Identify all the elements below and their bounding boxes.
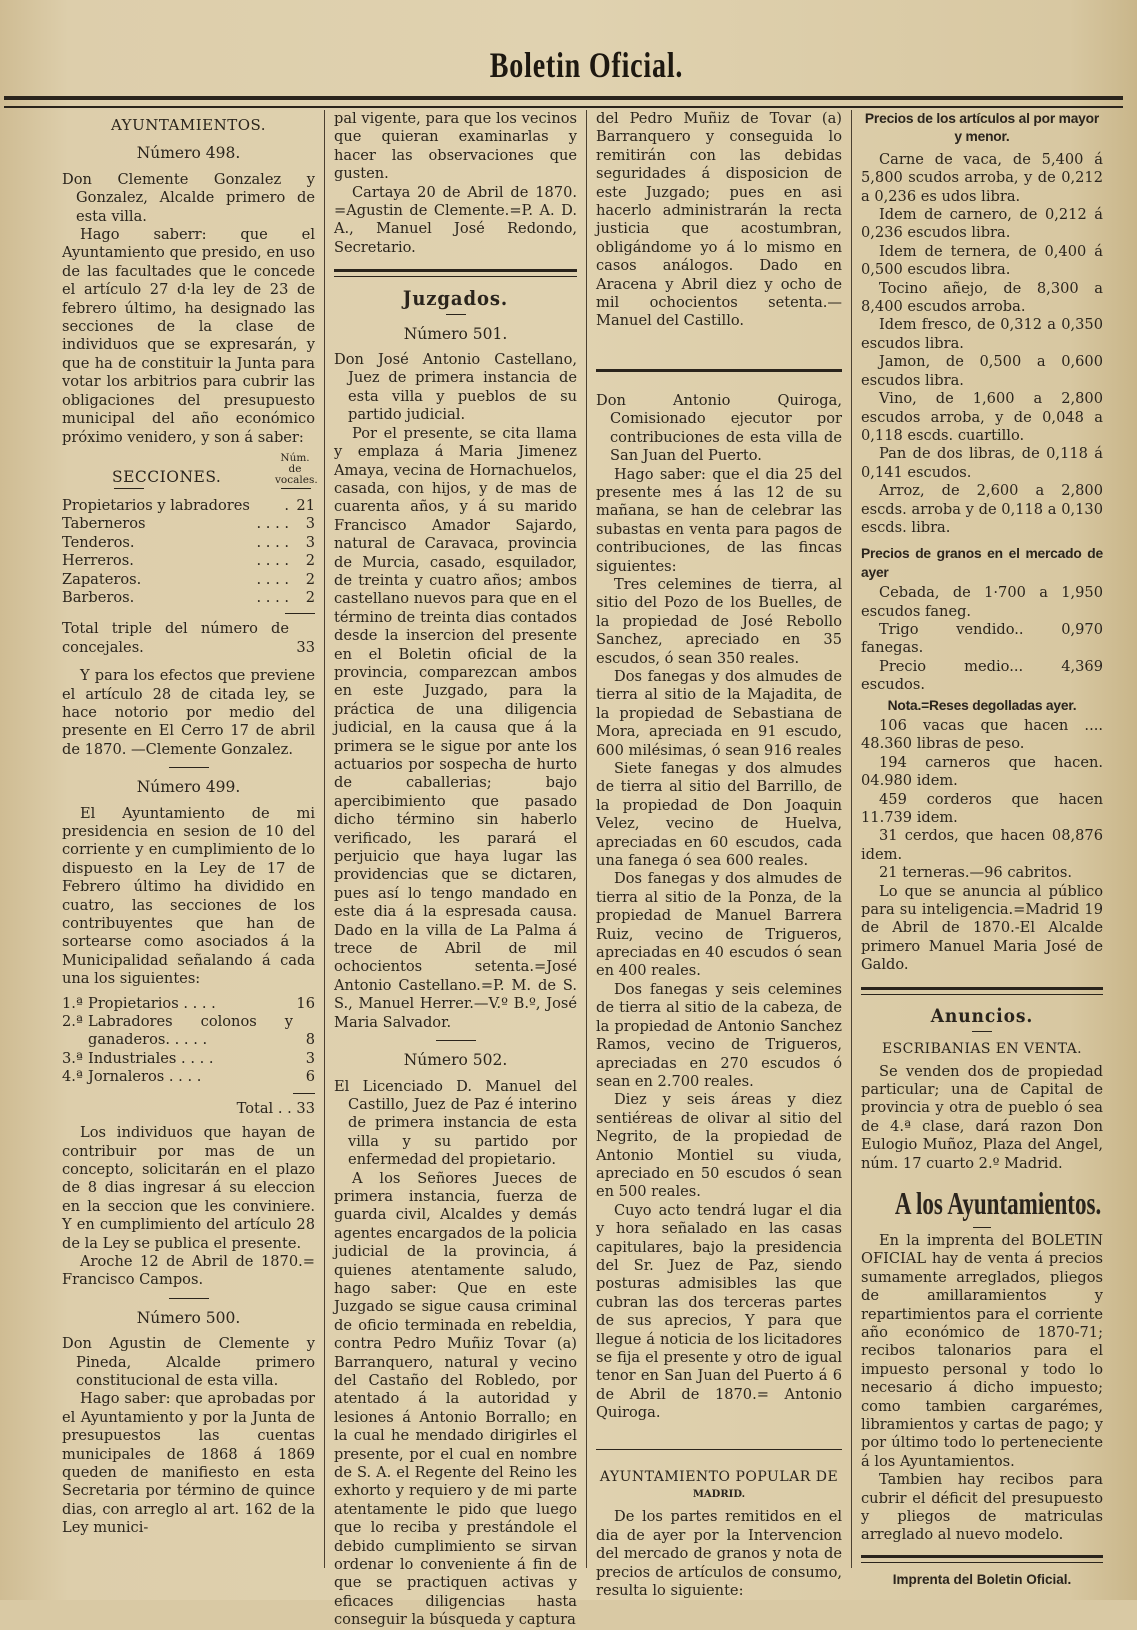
table-header-rules — [62, 488, 315, 489]
sections-col-label: SECCIONES. — [112, 467, 222, 486]
table-sum-rule — [285, 613, 315, 614]
notice-quiroga-header: Don Antonio Quiroga, Comisionado ejecutor por contribuciones de esta villa de San Juan del Puerto. — [596, 391, 842, 465]
table-total-row: Total triple del número de concejales. 33 — [62, 620, 315, 656]
notice-501-header: Don José Antonio Castellano, Juez de primera instancia de esta villa y pueblos de su partido judicial. — [334, 351, 577, 424]
section-anuncios: Anuncios. — [930, 1004, 1034, 1027]
precios-heading: Precios de los artículos al por mayor y menor. — [864, 111, 1100, 145]
notice-500-header: Don Agustin de Clemente y Pineda, Alcalde primero constitucional de esta villa. — [62, 1335, 315, 1389]
column-1 — [62, 110, 325, 1568]
ayuntamientos-ad-body-2: Tambien hay recibos para cubrir el déficit del presupuesto y pliegos de matriculas arreglado al nuevo modelo. — [861, 1471, 1103, 1544]
ayuntamientos-ad-heading: A los Ayuntamientos. — [894, 1184, 1102, 1221]
finca-5: Dos fanegas y seis celemines de tierra al sitio de la cabeza, de la propiedad de Antonio Sanchez Ramos, vecino de Trigueros, apreciadas en 270 escudos ó sean en 2.700 reales. — [596, 980, 842, 1090]
divider-double — [861, 1555, 1103, 1563]
masthead-rule — [4, 96, 1123, 108]
res-item: 31 cerdos, que hacen 08,876 idem. — [861, 827, 1103, 863]
divider — [446, 314, 466, 315]
list-sum-rule — [293, 1093, 315, 1094]
number-498: Número 498. — [136, 144, 241, 163]
notice-499-signature: Aroche 12 de Abril de 1870.= Francisco Campos. — [62, 1252, 315, 1289]
sections-table-header — [62, 451, 318, 486]
vocales-col-label: Núm. de vocales. — [275, 451, 318, 486]
precio-item: Idem de carnero, de 0,212 á 0,236 escudos libra. — [861, 206, 1103, 242]
escribanias-body: Se venden dos de propiedad particular; una de Capital de provincia y otra de pueblo ó sea de 4.ª clase, dará razon Don Eulogio Muñoz, Plaza del Angel, núm. 17 cuarto 2.º Madrid. — [861, 1062, 1103, 1172]
precio-item: Pan de dos libras, de 0,118 á 0,141 escudos. — [861, 445, 1103, 481]
res-item: 194 carneros que hacen. 04.980 idem. — [861, 753, 1103, 790]
masthead — [58, 0, 1115, 92]
madrid-heading: AYUNTAMIENTO POPULAR DE — [599, 1468, 839, 1485]
printer-imprint: Imprenta del Boletin Oficial. — [892, 1571, 1072, 1587]
section-juzgados: Juzgados. — [402, 286, 509, 311]
divider — [169, 1298, 209, 1299]
number-502: Número 502. — [403, 1051, 508, 1070]
table-row: Tenderos. . . . . 3 — [62, 533, 315, 551]
nota-signature: Lo que se anuncia al público para su inteligencia.=Madrid 19 de Abril de 1870.-El Alcalde primero Manuel Maria José de Galdo. — [861, 882, 1103, 974]
notice-quiroga-closing: Cuyo acto tendrá lugar el dia y hora señalado en las casas capitulares, bajo la presidencia del Sr. Juez de Paz, siendo posturas admisibles las que cubran las dos terceras partes de sus aprecios, Y para que llegue á noticia de los licitadores se fija el presente y otro de igual tenor en San Juan del Puerto á 6 de Abril de 1870.= Antonio Quiroga. — [596, 1201, 842, 1422]
res-item: 21 terneras.—96 cabritos. — [879, 864, 1072, 882]
finca-1: Tres celemines de tierra, al sitio del Pozo de los Buelles, de la propiedad de José Rebollo Sanchez, apreciado en 35 escudos, ó sean 350 reales. — [596, 575, 842, 667]
res-item: 459 corderos que hacen 11.739 idem. — [861, 790, 1103, 827]
divider — [169, 767, 209, 768]
precio-item: Tocino añejo, de 8,300 a 8,400 escudos arroba. — [861, 279, 1103, 316]
granos-heading: Precios de granos en el mercado de ayer — [861, 546, 1103, 580]
grano-item: Cebada, de 1·700 a 1,950 escudos faneg. — [861, 584, 1103, 620]
notice-500-body: Hago saber: que aprobadas por el Ayuntamiento y por la Junta de presupuestos las cuentas municipales de 1868 á 1869 queden de manifiesto en esta Secretaria por término de quince dias, con arreglo al art. 162 de la Ley munici- — [62, 1390, 315, 1537]
divider — [973, 1227, 991, 1228]
reses-heading: Nota.=Reses degolladas ayer. — [887, 697, 1077, 713]
table-row: Taberneros . . . . 3 — [62, 515, 315, 533]
list-item: 4.ª Jornaleros . . . . 6 — [62, 1068, 315, 1086]
table-row: Herreros. . . . . 2 — [62, 552, 315, 570]
notice-499-body: El Ayuntamiento de mi presidencia en sesion de 10 del corriente y en cumplimiento de lo dispuesto en la Ley de 17 de Febrero último ha dividido en cuatro, las secciones de los contribuyentes que han de sortearse como asociados á la Municipalidad señalando á cada una los siguientes: — [62, 804, 315, 988]
table-row: Zapateros. . . . . 2 — [62, 570, 315, 588]
column-3 — [587, 110, 852, 1600]
precio-item: Carne de vaca, de 5,400 á 5,800 scudos arroba, y de 0,212 a 0,236 es udos libra. — [861, 150, 1103, 205]
column-2 — [325, 110, 587, 1629]
notice-498-header: Don Clemente Gonzalez y Gonzalez, Alcalde primero de esta villa. — [62, 170, 315, 225]
number-499: Número 499. — [136, 778, 241, 797]
divider — [596, 1449, 842, 1450]
notice-499-body-2: Los individuos que hayan de contribuir por mas de un concepto, solicitarán en el plazo de 8 dias ingresar á su eleccion en la seccion que les conviniere. Y en cumplimiento del artículo 28 de la Ley se publica el presente. — [62, 1124, 315, 1252]
madrid-intro: De los partes remitidos en el dia de ayer por la Intervencion del mercado de granos y nota de precios de artículos de consumo, resulta lo siguiente: — [596, 1508, 842, 1600]
precio-item: Vino, de 1,600 a 2,800 escudos arroba, y de 0,048 a 0,118 escds. cuartillo. — [861, 390, 1103, 444]
divider-double — [861, 987, 1103, 995]
notice-quiroga-body: Hago saber: que el dia 25 del presente mes á las 12 de su mañana, se han de celebrar las subastas en venta para pagos de contribuciones, de las fincas siguientes: — [596, 465, 842, 575]
madrid-subheading: MADRID. — [692, 1489, 746, 1501]
column-4 — [852, 110, 1112, 1587]
precio-item: Idem de ternera, de 0,400 á 0,500 escudos libra. — [861, 242, 1103, 279]
contribuyentes-list — [62, 995, 315, 1087]
notice-501-body: Por el presente, se cita llama y emplaza á Maria Jimenez Amaya, vecina de Hornachuelos, casada, con hijos, y de mas de cuarenta años, y á su marido Francisco Amador Sajardo, natural de Caravaca, provincia de Murcia, casado, esquilador, de treinta y cuatro años; ambos castellano nuevos para que en el término de treinta dias contados desde la insercion del presente en el Boletin oficial de la provincia, comparezcan ambos en este Juzgado, para la práctica de una diligencia judicial, en la causa que á la primera se le sigue por ante los actuarios por sospecha de hurto de caballerias; bajo apercibimiento que pasado dicho término sin haberlo verificado, les parará el perjuicio que haya lugar las providencias que se dictaren, pues así lo tengo mandado en este dia á la espresada causa. Dado en la villa de La Palma á trece de Abril de mil ochocientos setenta.=José Antonio Castellano.=P. M. de S. S., Manuel Herrer.—V.º B.º, José Maria Salvador. — [334, 424, 577, 1031]
sections-table — [62, 497, 315, 607]
list-item: 2.ª Labradores colonos y ganaderos. . . . . 8 — [62, 1013, 315, 1049]
finca-4: Dos fanegas y dos almudes de tierra al sitio de la Ponza, de la propiedad de Manuel Barrera Ruiz, vecino de Trigueros, apreciadas en 40 escudos ó sean en 400 reales. — [596, 870, 842, 980]
notice-502-header: El Licenciado D. Manuel del Castillo, Juez de Paz é interino de primera instancia de esta villa y su partido por enfermedad del propietario. — [334, 1077, 577, 1169]
columns — [62, 110, 1113, 1629]
grano-item: Trigo vendido.. 0,970 fanegas. — [861, 620, 1103, 657]
escribanias-heading: ESCRIBANIAS EN VENTA. — [882, 1041, 1082, 1058]
finca-3: Siete fanegas y dos almudes de tierra al sitio del Barrillo, de la propiedad de Don Joaquin Velez, vecino de Huelva, apreciadas en 60 escudos, cada una fanega ó sea 600 reales. — [596, 760, 842, 870]
precio-item: Arroz, de 2,600 a 2,800 escds. arroba y de 0,118 a 0,130 escds. libra. — [861, 482, 1103, 536]
finca-2: Dos fanegas y dos almudes de tierra al sitio de la Majadita, de la propiedad de Sebastiana de Mora, apreciada en 91 escudo, 600 milésimas, ó sean 916 reales — [596, 667, 842, 759]
notice-500-signature: Cartaya 20 de Abril de 1870. =Agustin de Clemente.=P. A. D. A., Manuel José Redondo, Secretario. — [334, 183, 577, 256]
divider — [972, 1031, 992, 1032]
notice-502-body: A los Señores Jueces de primera instancia, fuerza de guarda civil, Alcaldes y demás agentes encargados de la policia judicial de la provincia, á quienes atentamente saludo, hago saber: Que en este Juzgado se sigue causa criminal de oficio terminada en rebeldia, contra Pedro Muñiz Tovar (a) Barranquero, natural y vecino del Castaño del Robledo, por atentado á la autoridad y lesiones á Antonio Borrallo; en la cual he mendado dirigirles el presente, por el cual en nombre de S. A. el Regente del Reino les exhorto y requiero y de mi parte atentamente le pido que luego que lo reciba y prestándole el debido cumplimiento se sirvan ordenar lo conveniente á fin de que se practiquen activas y eficaces diligencias hasta conseguir la búsqueda y captura — [334, 1169, 577, 1629]
grano-item: Precio medio... 4,369 escudos. — [861, 657, 1103, 694]
divider-double — [334, 269, 577, 277]
notice-498-body: Hago saberr: que el Ayuntamiento que presido, en uso de las facultades que le concede el artículo 27 d·la ley de 23 de febrero último, ha designado las secciones de la clase de individuos que se expresarán, y que ha de constituir la Junta para votar los arbitrios para cubrir las obligaciones del presupuesto municipal del año económico próximo venidero, y son á saber: — [62, 226, 315, 446]
notice-498-closing: Y para los efectos que previene el artículo 28 de citada ley, se hace notorio por medio del presente en El Cerro 17 de abril de 1870. —Clemente Gonzalez. — [62, 667, 315, 758]
number-500: Número 500. — [136, 1308, 241, 1327]
precio-item: Jamon, de 0,500 a 0,600 escudos libra. — [861, 353, 1103, 389]
masthead-title: Boletin Oficial. — [489, 45, 684, 85]
table-row: Propietarios y labradores . 21 — [62, 496, 315, 514]
list-total: Total . . 33 — [236, 1099, 315, 1117]
notice-502-continued: del Pedro Muñiz de Tovar (a) Barranquero y conseguida lo remitirán con las debidas seguridades á disposicion de este Juzgado; pues en asi hacerlo administrarán la recta justicia que acostumbran, obligándome yo á lo mismo en casos análogos. Dado en Aracena y Abril diez y ocho de mil ochocientos setenta.—Manuel del Castillo. — [596, 110, 842, 330]
list-item: 1.ª Propietarios . . . . 16 — [62, 994, 315, 1012]
divider-thick — [596, 369, 842, 372]
notice-500-continued: pal vigente, para que los vecinos que quieran examinarlas y hacer las observaciones que gusten. — [334, 110, 577, 183]
ayuntamientos-ad-body: En la imprenta del BOLETIN OFICIAL hay de venta á precios sumamente arreglados, pliegos de amillaramientos y repartimientos para el corriente año económico de 1870-71; recibos talonarios para el impuesto personal y todo lo necesario á dicho impuesto; como tambien cargarémes, libramientos y cartas de pago; y por último todo lo perteneciente á los Ayuntamientos. — [861, 1231, 1103, 1470]
finca-6: Diez y seis áreas y diez sentiéreas de olivar al sitio del Negrito, de la propiedad de Antonio Montiel su viuda, apreciado en 50 escudos ó sean en 500 reales. — [596, 1091, 842, 1201]
divider — [436, 1040, 476, 1041]
res-item: 106 vacas que hacen .... 48.360 libras de peso. — [861, 717, 1103, 753]
precio-item: Idem fresco, de 0,312 a 0,350 escudos libra. — [861, 316, 1103, 352]
table-row: Barberos. . . . . 2 — [62, 588, 315, 606]
section-ayuntamientos: AYUNTAMIENTOS. — [110, 116, 267, 134]
number-501: Número 501. — [403, 324, 508, 343]
list-item: 3.ª Industriales . . . . 3 — [62, 1049, 315, 1067]
